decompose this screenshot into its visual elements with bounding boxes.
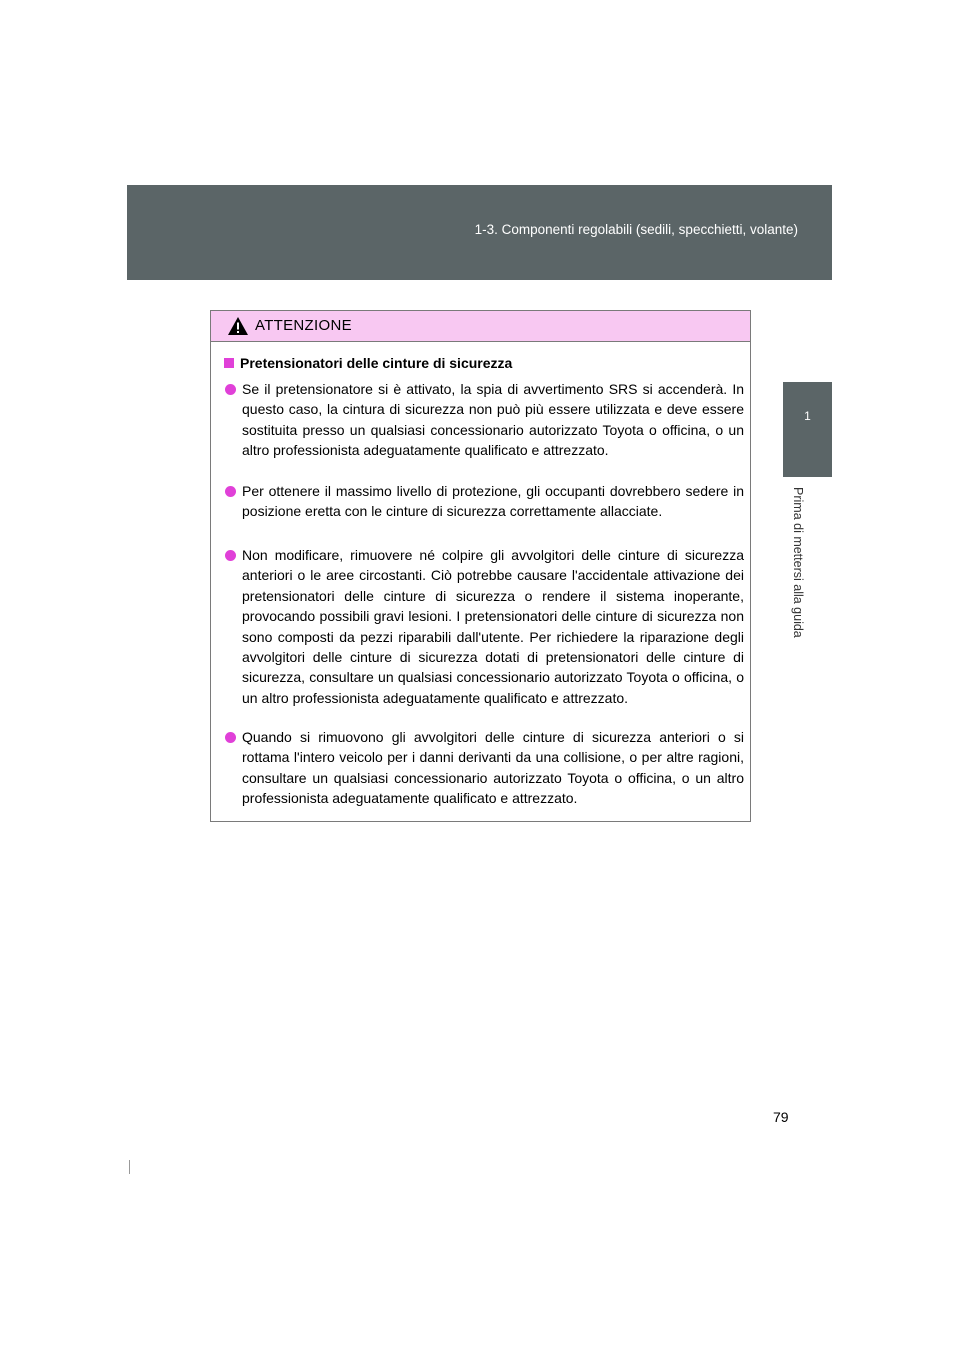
chapter-tab bbox=[783, 382, 832, 477]
warning-triangle-icon bbox=[227, 316, 249, 336]
chapter-label bbox=[791, 487, 815, 638]
warning-box bbox=[210, 310, 751, 822]
margin-mark bbox=[129, 1160, 130, 1174]
bullet-text: Se il pretensionatore si è attivato, la spia di avvertimento SRS si accenderà. In questo caso, la cintura di sicurezza non può più essere utilizzata e deve essere sostituita presso un qualsiasi concessionario autorizzato Toyota o officina, o un altro professionista adeguatamente qualificato e attrezzato. bbox=[242, 381, 744, 459]
chapter-label-text: Prima di mettersi alla guida bbox=[791, 487, 805, 638]
bullet-dot-icon bbox=[225, 732, 236, 743]
bullet-item bbox=[225, 545, 744, 708]
chapter-number: 1 bbox=[804, 409, 811, 423]
warning-header bbox=[211, 311, 750, 342]
bullet-text: Quando si rimuovono gli avvolgitori delle cinture di sicurezza anteriori o si rottama l'intero veicolo per i danni derivanti da una collisione, o per altre ragioni, consultare un qualsiasi concessionario autorizzato Toyota o officina, o un altro professionista adeguatamente qualificato e attrezzato. bbox=[242, 729, 744, 807]
bullet-item bbox=[225, 379, 744, 461]
section-title: 1-3. Componenti regolabili (sedili, specchietti, volante) bbox=[474, 222, 798, 237]
warning-title: ATTENZIONE bbox=[255, 317, 352, 334]
bullet-text: Per ottenere il massimo livello di protezione, gli occupanti dovrebbero sedere in posizione eretta con le cinture di sicurezza correttamente allacciate. bbox=[242, 483, 744, 520]
bullet-dot-icon bbox=[225, 486, 236, 497]
header-band bbox=[127, 185, 832, 280]
bullet-text: Non modificare, rimuovere né colpire gli avvolgitori delle cinture di sicurezza anteriori o le aree circostanti. Ciò potrebbe causare l'accidentale attivazione dei pretensionatori delle cinture di sicurezza o rendere il sistema inoperante, provocando possibili gravi lesioni. I pretensionatori delle cinture di sicurezza non sono composti da pezzi riparabili dall'utente. Per richiedere la riparazione degli avvolgitori delle cinture di sicurezza dotati di pretensionatori delle cinture di sicurezza, consultare un qualsiasi concessionario autorizzato Toyota o officina, o un altro professionista adeguatamente qualificato e attrezzato. bbox=[242, 547, 744, 706]
bullet-item bbox=[225, 727, 744, 809]
page-number: 79 bbox=[773, 1109, 789, 1125]
square-bullet-icon bbox=[224, 358, 234, 368]
bullet-dot-icon bbox=[225, 550, 236, 561]
bullet-dot-icon bbox=[225, 384, 236, 395]
section-heading bbox=[224, 355, 512, 371]
bullet-item bbox=[225, 481, 744, 522]
section-heading-text: Pretensionatori delle cinture di sicurezza bbox=[240, 355, 513, 371]
